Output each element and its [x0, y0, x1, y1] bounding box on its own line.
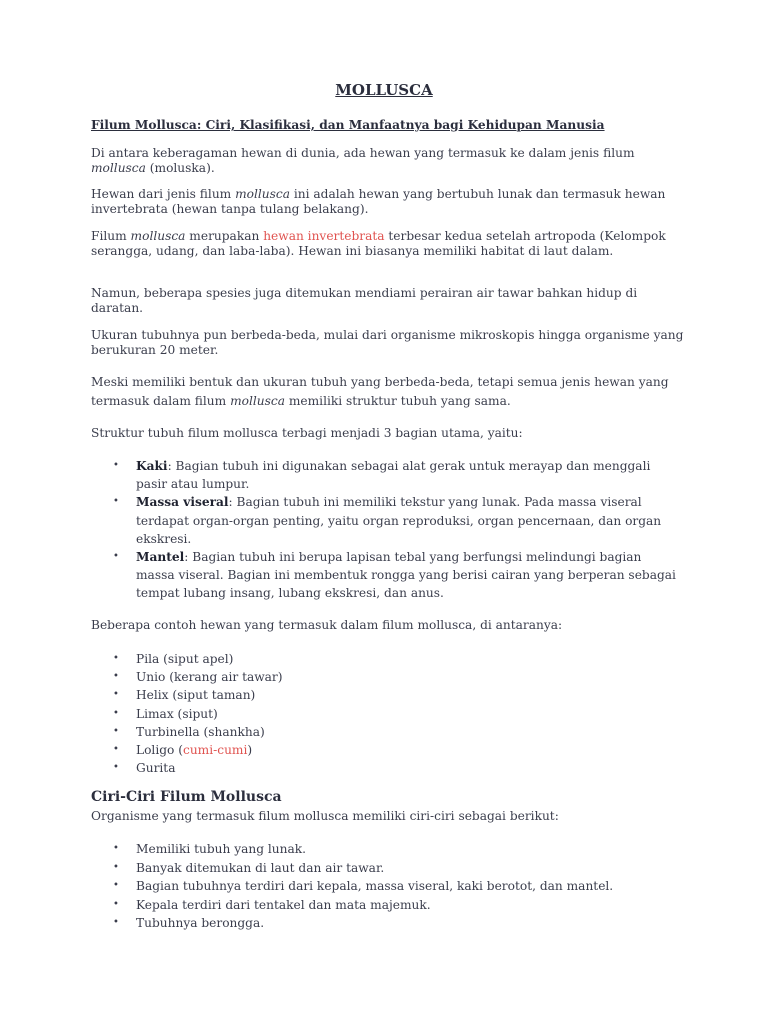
page-title: MOLLUSCA: [335, 81, 433, 99]
examples-list: [0, 650, 768, 777]
bullet-icon: •: [113, 551, 119, 563]
bullet-icon: •: [113, 880, 119, 892]
list-item: • Bagian tubuhnya terdiri dari kepala, massa viseral, kaki berotot, dan mantel.: [0, 877, 676, 896]
paragraph-structure-same: Meski memiliki bentuk dan ukuran tubuh yang berbeda-beda, tetapi semua jenis hewan yang termasuk dalam filum mollusca memiliki struktur tubuh yang sama.: [91, 375, 669, 408]
characteristics-list: [0, 840, 768, 933]
bullet-icon: •: [113, 762, 119, 774]
list-item: • Pila (siput apel): [0, 650, 676, 668]
bullet-icon: •: [113, 689, 119, 701]
list-item: • Mantel: Bagian tubuh ini berupa lapisan tebal yang berfungsi melindungi bagian massa viseral. Bagian ini membentuk rongga yang berisi cairan yang berperan sebagai tempat lubang insang, lubang ekskresi, dan anus.: [113, 550, 676, 601]
list-item: • Tubuhnya berongga.: [0, 914, 676, 933]
section-heading: Ciri-Ciri Filum Mollusca: [91, 789, 282, 805]
paragraph-freshwater: Namun, beberapa spesies juga ditemukan mendiami perairan air tawar bahkan hidup di daratan.: [91, 286, 638, 315]
paragraph-characteristics-intro: Organisme yang termasuk filum mollusca memiliki ciri-ciri sebagai berikut:: [91, 809, 559, 823]
paragraph-habitat: Filum mollusca merupakan hewan invertebrata terbesar kedua setelah artropoda (Kelompok serangga, udang, dan laba-laba). Hewan ini biasanya memiliki habitat di laut dalam.: [91, 229, 666, 258]
list-item: • Gurita: [0, 759, 676, 777]
bullet-icon: •: [113, 460, 119, 471]
document-subtitle: Filum Mollusca: Ciri, Klasifikasi, dan Manfaatnya bagi Kehidupan Manusia: [91, 118, 605, 132]
paragraph-size: Ukuran tubuhnya pun berbeda-beda, mulai dari organisme mikroskopis hingga organisme yang berukuran 20 meter.: [91, 328, 684, 357]
bullet-icon: •: [113, 861, 119, 873]
list-item: • Turbinella (shankha): [0, 723, 676, 741]
list-item: • Unio (kerang air tawar): [0, 668, 676, 686]
list-item: • Kepala terdiri dari tentakel dan mata majemuk.: [0, 896, 676, 915]
paragraph-structure-intro: Struktur tubuh filum mollusca terbagi menjadi 3 bagian utama, yaitu:: [91, 426, 523, 440]
bullet-icon: •: [113, 725, 119, 737]
bullet-icon: •: [113, 917, 119, 929]
bullet-icon: •: [113, 898, 119, 910]
link-hewan-invertebrata[interactable]: hewan invertebrata: [263, 229, 385, 243]
link-cumi-cumi[interactable]: cumi-cumi: [183, 743, 248, 758]
paragraph-intro: Di antara keberagaman hewan di dunia, ada hewan yang termasuk ke dalam jenis filum mollusca (moluska).: [91, 146, 635, 175]
list-item: • Memiliki tubuh yang lunak.: [0, 840, 676, 859]
paragraph-definition: Hewan dari jenis filum mollusca ini adalah hewan yang bertubuh lunak dan termasuk hewan invertebrata (hewan tanpa tulang belakang).: [91, 187, 666, 216]
bullet-icon: •: [113, 744, 119, 756]
bullet-icon: •: [113, 653, 119, 664]
bullet-icon: •: [113, 671, 119, 683]
list-item: • Limax (siput): [0, 705, 676, 723]
list-item: • Banyak ditemukan di laut dan air tawar.: [0, 859, 676, 878]
structure-list: [0, 457, 768, 603]
list-item: • Kaki: Bagian tubuh ini digunakan sebagai alat gerak untuk merayap dan menggali pasir atau lumpur.: [113, 459, 651, 492]
bullet-icon: •: [113, 843, 119, 854]
list-item: • Loligo (cumi-cumi): [0, 741, 676, 759]
paragraph-examples-intro: Beberapa contoh hewan yang termasuk dalam filum mollusca, di antaranya:: [91, 618, 563, 632]
bullet-icon: •: [113, 496, 119, 508]
list-item: • Helix (siput taman): [0, 686, 676, 704]
bullet-icon: •: [113, 707, 119, 719]
list-item: • Massa viseral: Bagian tubuh ini memiliki tekstur yang lunak. Pada massa viseral terdapat organ-organ penting, yaitu organ reproduksi, organ pencernaan, dan organ ekskresi.: [113, 495, 662, 546]
